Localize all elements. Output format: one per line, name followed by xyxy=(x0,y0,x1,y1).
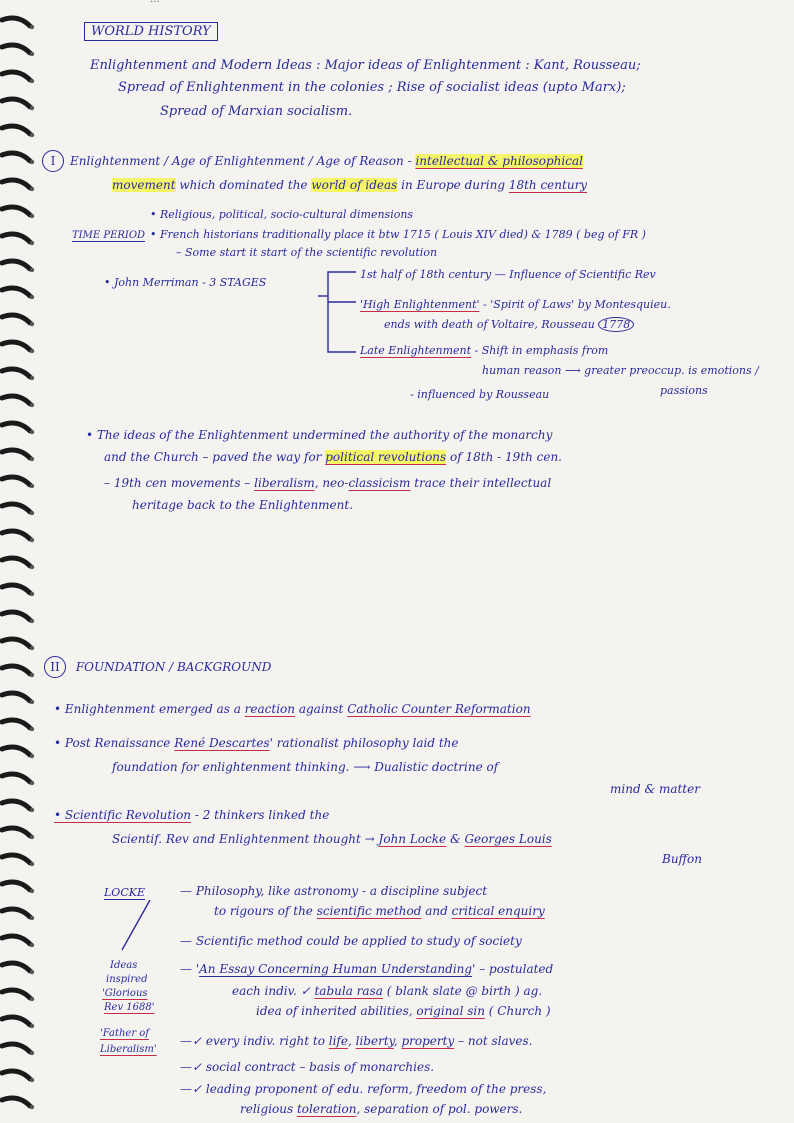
spiral-hole xyxy=(30,484,34,488)
spiral-hole xyxy=(30,781,34,785)
spiral-ring xyxy=(2,477,30,485)
locke-point-4 xyxy=(180,1034,533,1048)
spiral-hole xyxy=(30,79,34,83)
spiral-ring xyxy=(2,423,30,431)
spiral-ring xyxy=(2,369,30,377)
section1-title: Enlightenment / Age of Enlightenment / Age of Reason - xyxy=(70,154,412,168)
spiral-ring xyxy=(2,720,30,728)
spiral-hole xyxy=(30,106,34,110)
spiral-hole xyxy=(30,889,34,893)
liberalism: liberalism xyxy=(254,476,315,490)
locke-point-6-text-c: , separation of pol. powers. xyxy=(356,1102,523,1116)
time-period-line-1: • French historians traditionally place it btw 1715 ( Louis XIV died) & 1789 ( beg of FR ) xyxy=(150,228,646,241)
locke-point-6: —✓ leading proponent of edu. reform, freedom of the press, xyxy=(180,1082,547,1096)
high-enlightenment: 'High Enlightenment' xyxy=(360,298,480,311)
liberty: liberty xyxy=(355,1034,394,1048)
spiral-ring xyxy=(2,261,30,269)
foundation-bullet-1 xyxy=(54,702,531,716)
spiral-hole xyxy=(30,376,34,380)
life: life xyxy=(328,1034,348,1048)
spiral-ring xyxy=(2,315,30,323)
stage-3-rousseau: - influenced by Rousseau xyxy=(410,388,550,401)
locke-point-1: — Philosophy, like astronomy - a discipline subject xyxy=(180,884,488,898)
conclusion-line-4: heritage back to the Enlightenment. xyxy=(132,498,354,512)
spiral-hole xyxy=(30,727,34,731)
spiral-ring xyxy=(2,882,30,890)
spiral-ring xyxy=(2,207,30,215)
conclusion-line-2-text-a: and the Church – paved the way for xyxy=(104,450,322,464)
scientific-revolution: • Scientific Revolution xyxy=(54,808,192,822)
spiral-ring xyxy=(2,45,30,53)
section1-highlight-1: intellectual & philosophical xyxy=(415,154,583,168)
spiral-ring xyxy=(2,801,30,809)
locke-point-3-text-e: idea of inherited abilities, xyxy=(256,1004,413,1018)
spiral-hole xyxy=(30,403,34,407)
page-title-text: WORLD HISTORY xyxy=(84,22,218,41)
spiral-ring xyxy=(2,234,30,242)
locke-side-note-3: 'Glorious xyxy=(102,988,148,999)
spiral-binding xyxy=(0,0,40,1123)
rene-descartes: René Descartes xyxy=(174,736,270,750)
foundation-bullet-3-text-c: & xyxy=(449,832,461,846)
conclusion-line-3-text-b: , neo- xyxy=(314,476,349,490)
spiral-hole xyxy=(30,700,34,704)
spiral-ring xyxy=(2,936,30,944)
conclusion-line-2 xyxy=(104,450,562,464)
section1-line-1 xyxy=(42,150,583,172)
locke-point-3-text-a: — ' xyxy=(180,962,200,976)
spiral-ring xyxy=(2,531,30,539)
section1-numeral: I xyxy=(42,150,64,172)
stage-3 xyxy=(360,344,608,357)
spiral-hole xyxy=(30,1105,34,1109)
foundation-bullet-3-text-b: Scientif. Rev and Enlightenment thought → xyxy=(112,832,375,846)
spiral-ring xyxy=(2,666,30,674)
spiral-hole xyxy=(30,214,34,218)
spiral-hole xyxy=(30,52,34,56)
locke-point-1-text-c: and xyxy=(425,904,448,918)
spiral-ring xyxy=(2,1071,30,1079)
locke-point-2: — Scientific method could be applied to study of society xyxy=(180,934,522,948)
stage-2 xyxy=(360,298,671,311)
scientific-method: scientific method xyxy=(316,904,422,918)
spiral-ring xyxy=(2,585,30,593)
spiral-hole xyxy=(30,673,34,677)
foundation-bullet-3 xyxy=(54,808,329,822)
spiral-hole xyxy=(30,457,34,461)
stage-2-end xyxy=(384,318,634,331)
section2-heading xyxy=(44,656,271,678)
john-locke: John Locke xyxy=(378,832,447,846)
spiral-hole xyxy=(30,349,34,353)
section2-numeral: II xyxy=(44,656,66,678)
locke-point-5: —✓ social contract – basis of monarchies. xyxy=(180,1060,435,1074)
buffon: Buffon xyxy=(662,852,703,866)
page-title xyxy=(84,24,218,40)
spiral-hole xyxy=(30,538,34,542)
spiral-hole xyxy=(30,916,34,920)
locke-point-4-text-d: – not slaves. xyxy=(458,1034,533,1048)
spiral-hole xyxy=(30,835,34,839)
spiral-hole xyxy=(30,862,34,866)
locke-point-6-line-2 xyxy=(240,1102,522,1116)
spiral-ring xyxy=(2,963,30,971)
spiral-ring xyxy=(2,747,30,755)
locke-side-note-1: Ideas xyxy=(110,960,138,971)
locke-point-3 xyxy=(180,962,553,976)
locke-point-1-text-b: to rigours of the xyxy=(214,904,313,918)
spiral-hole xyxy=(30,187,34,191)
section1-highlight-2: movement xyxy=(112,178,176,192)
classicism: classicism xyxy=(348,476,411,490)
syllabus-line-3: Spread of Marxian socialism. xyxy=(160,104,353,119)
stage-2-year: 1778 xyxy=(598,317,634,332)
late-enlightenment: Late Enlightenment xyxy=(360,344,472,357)
section1-line-2 xyxy=(112,178,587,192)
spiral-ring xyxy=(2,153,30,161)
merriman-label: • John Merriman - 3 STAGES xyxy=(104,276,267,289)
spiral-ring xyxy=(2,639,30,647)
foundation-bullet-2-line-2: foundation for enlightenment thinking. ⟶ Dualistic doctrine of xyxy=(112,760,499,774)
toleration: toleration xyxy=(296,1102,357,1116)
spiral-hole xyxy=(30,1078,34,1082)
spiral-ring xyxy=(2,909,30,917)
section1-highlight-3: world of ideas xyxy=(311,178,398,192)
property: property xyxy=(401,1034,455,1048)
spiral-ring xyxy=(2,1017,30,1025)
locke-point-3-line-2 xyxy=(232,984,542,998)
locke-point-4-text-b: , xyxy=(347,1034,352,1048)
reaction: reaction xyxy=(244,702,295,716)
stage-3-line-2: human reason ⟶ greater preoccup. is emotions / xyxy=(482,364,759,377)
syllabus-line-2: Spread of Enlightenment in the colonies ; Rise of socialist ideas (upto Marx); xyxy=(118,80,626,95)
stage-1: 1st half of 18th century — Influence of Scientific Rev xyxy=(360,268,656,281)
tabula-rasa: tabula rasa xyxy=(314,984,383,998)
spiral-ring xyxy=(2,99,30,107)
spiral-hole xyxy=(30,511,34,515)
conclusion-line-1: • The ideas of the Enlightenment undermined the authority of the monarchy xyxy=(86,428,553,442)
locke-point-3-text-f: ( Church ) xyxy=(488,1004,551,1018)
spiral-ring xyxy=(2,828,30,836)
spiral-hole xyxy=(30,25,34,29)
political-revolutions: political revolutions xyxy=(325,450,447,464)
locke-point-6-text-b: religious xyxy=(240,1102,294,1116)
section1-line-2-text-a: which dominated the xyxy=(179,178,308,192)
spiral-hole xyxy=(30,943,34,947)
spiral-ring xyxy=(2,180,30,188)
section1-line-2-text-b: in Europe during xyxy=(401,178,505,192)
section1-century: 18th century xyxy=(508,178,588,192)
spiral-hole xyxy=(30,295,34,299)
spiral-ring xyxy=(2,450,30,458)
spiral-ring xyxy=(2,342,30,350)
locke-point-3-text-d: ( blank slate @ birth ) ag. xyxy=(386,984,543,998)
spiral-ring xyxy=(2,612,30,620)
foundation-bullet-3-line-2 xyxy=(112,832,552,846)
foundation-bullet-2-line-3: mind & matter xyxy=(610,782,700,796)
stage-2-end-text: ends with death of Voltaire, Rousseau xyxy=(384,318,595,331)
georges-louis: Georges Louis xyxy=(464,832,552,846)
stage-2-text: - 'Spirit of Laws' by Montesquieu. xyxy=(483,298,671,311)
time-period-label: TIME PERIOD xyxy=(72,230,146,241)
conclusion-line-3 xyxy=(104,476,551,490)
spiral-ring xyxy=(2,504,30,512)
spiral-ring xyxy=(2,126,30,134)
spiral-hole xyxy=(30,133,34,137)
stage-3-text: - Shift in emphasis from xyxy=(474,344,609,357)
conclusion-line-3-text-c: trace their intellectual xyxy=(414,476,552,490)
locke-side-note-6: Liberalism' xyxy=(100,1044,157,1055)
locke-side-note-4: Rev 1688' xyxy=(104,1002,155,1013)
spiral-hole xyxy=(30,970,34,974)
foundation-bullet-1-text-a: • Enlightenment emerged as a xyxy=(54,702,241,716)
conclusion-line-3-text-a: – 19th cen movements – xyxy=(104,476,251,490)
locke-point-3-text-c: each indiv. ✓ xyxy=(232,984,311,998)
spiral-ring xyxy=(2,1044,30,1052)
spiral-ring xyxy=(2,18,30,26)
foundation-bullet-3-text-a: - 2 thinkers linked the xyxy=(194,808,330,822)
spiral-hole xyxy=(30,322,34,326)
spiral-ring xyxy=(2,1098,30,1106)
spiral-hole xyxy=(30,430,34,434)
foundation-bullet-1-text-b: against xyxy=(298,702,344,716)
spiral-ring xyxy=(2,396,30,404)
locke-point-3-text-b: ' – postulated xyxy=(472,962,554,976)
essay-title: An Essay Concerning Human Understanding xyxy=(199,962,473,976)
spiral-hole xyxy=(30,268,34,272)
spiral-hole xyxy=(30,1024,34,1028)
locke-side-note-2: inspired xyxy=(106,974,148,985)
locke-point-1-line-2 xyxy=(214,904,545,918)
spiral-hole xyxy=(30,1051,34,1055)
locke-point-4-text-a: —✓ every indiv. right to xyxy=(180,1034,325,1048)
conclusion-line-2-text-b: of 18th - 19th cen. xyxy=(450,450,562,464)
section2-title: FOUNDATION / BACKGROUND xyxy=(75,660,272,674)
time-period-line-2: – Some start it start of the scientific revolution xyxy=(176,246,438,259)
spiral-hole xyxy=(30,808,34,812)
spiral-ring xyxy=(2,693,30,701)
syllabus-line-1: Enlightenment and Modern Ideas : Major ideas of Enlightenment : Kant, Rousseau; xyxy=(90,58,641,73)
spiral-ring xyxy=(2,558,30,566)
spiral-hole xyxy=(30,241,34,245)
spiral-ring xyxy=(2,72,30,80)
locke-side-note-5: 'Father of xyxy=(100,1028,150,1039)
spiral-ring xyxy=(2,855,30,863)
locke-point-3-line-3 xyxy=(256,1004,551,1018)
spiral-hole xyxy=(30,754,34,758)
spiral-hole xyxy=(30,619,34,623)
dimensions-bullet: • Religious, political, socio-cultural dimensions xyxy=(150,208,414,221)
locke-label: LOCKE xyxy=(104,886,145,899)
locke-point-4-text-c: , xyxy=(393,1034,398,1048)
spiral-hole xyxy=(30,565,34,569)
spiral-hole xyxy=(30,646,34,650)
foundation-bullet-2 xyxy=(54,736,459,750)
header-scribble xyxy=(150,0,160,6)
spiral-hole xyxy=(30,997,34,1001)
stage-3-passions: passions xyxy=(660,384,708,397)
spiral-hole xyxy=(30,592,34,596)
counter-reformation: Catholic Counter Reformation xyxy=(347,702,531,716)
foundation-bullet-2-text-a: • Post Renaissance xyxy=(54,736,171,750)
spiral-ring xyxy=(2,288,30,296)
critical-enquiry: critical enquiry xyxy=(451,904,545,918)
spiral-ring xyxy=(2,774,30,782)
foundation-bullet-2-text-b: ' rationalist philosophy laid the xyxy=(269,736,459,750)
spiral-ring xyxy=(2,990,30,998)
spiral-hole xyxy=(30,160,34,164)
original-sin: original sin xyxy=(416,1004,485,1018)
